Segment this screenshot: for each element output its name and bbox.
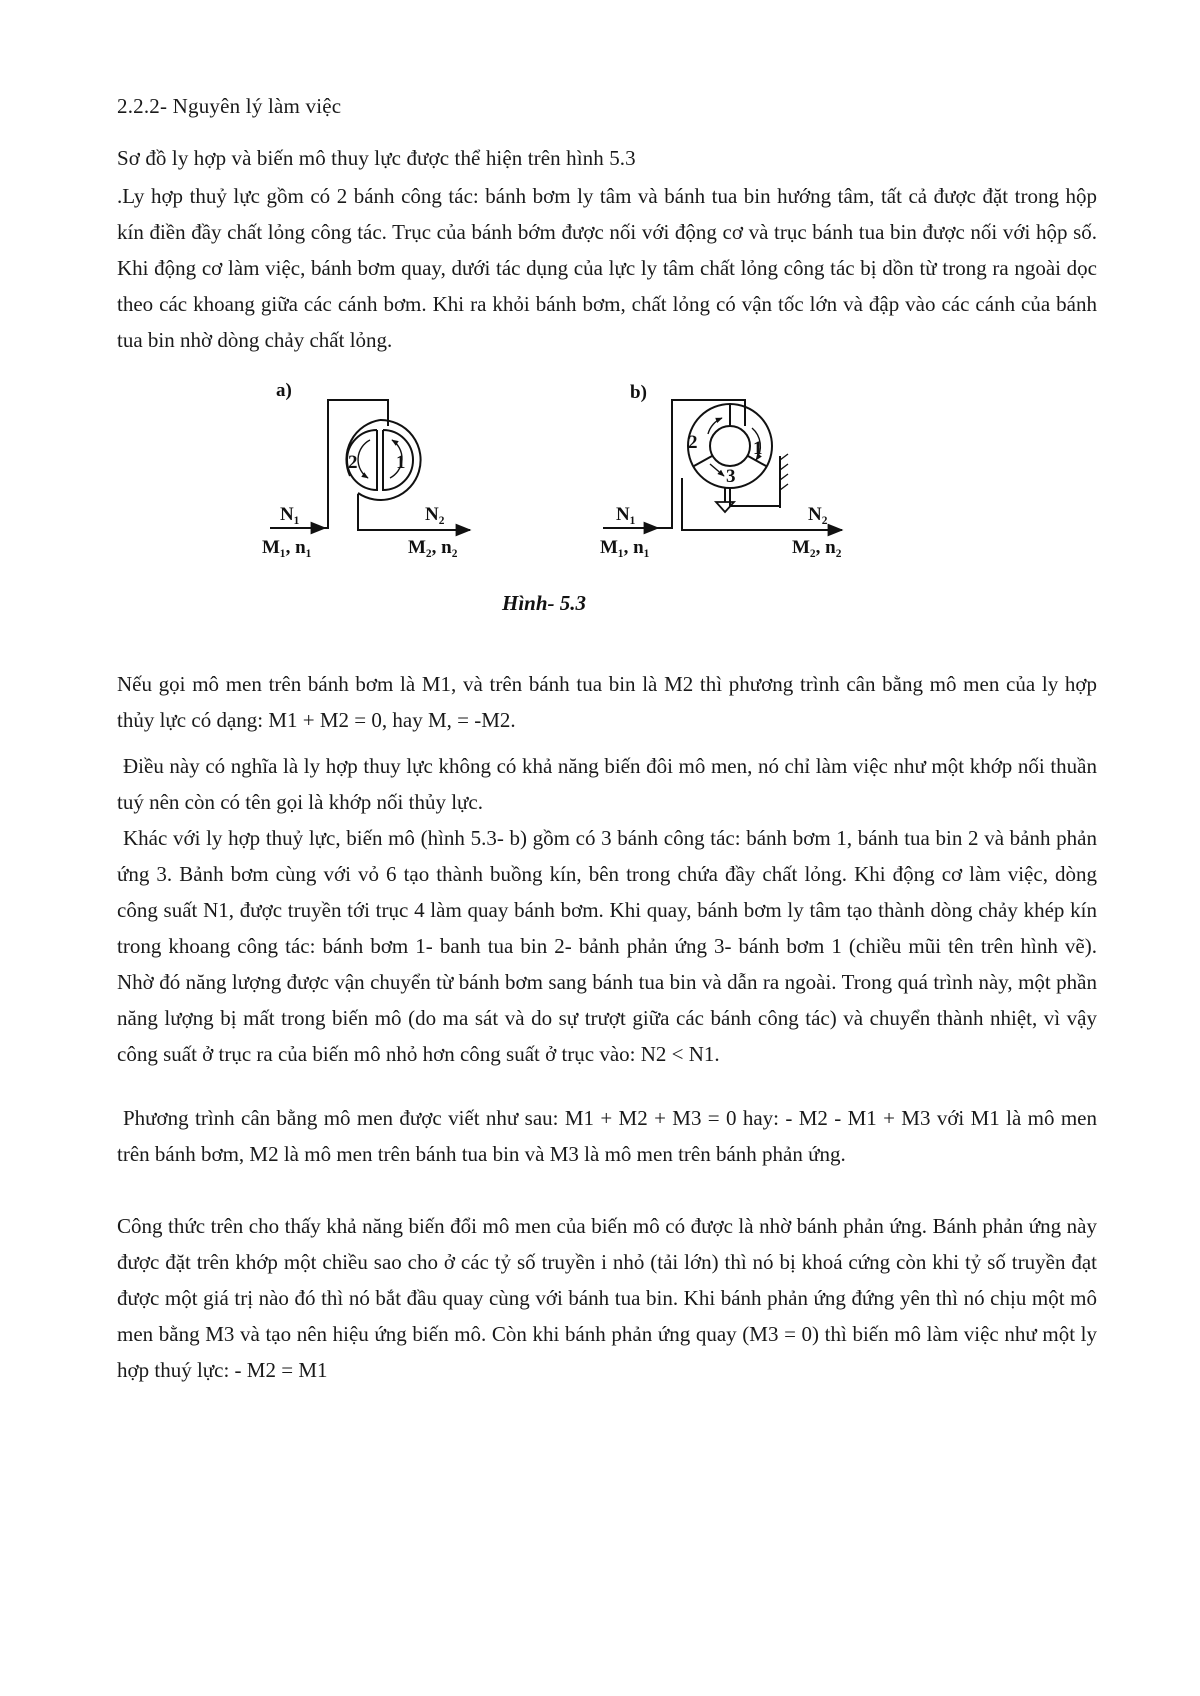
panel-b (600, 382, 842, 558)
panel-a-input-torque: M₁, n₁ (262, 537, 312, 558)
panel-b-input-torque: M₁, n₁ (600, 537, 650, 558)
figure-caption: Hình- 5.3 (502, 591, 587, 615)
paragraph-6: Công thức trên cho thấy khả năng biến đổi mô men của biến mô có được là nhờ bánh phản ứng. Bánh phản ứng này được đặt trên khớp một chiều sao cho ở các tỷ số truyền i nhỏ (tải lớn) thì nó bị khoá cứng còn khi tỷ số truyền đạt được một giá trị nào đó thì nó bắt đầu quay cùng với bánh tua bin. Khi bánh phản ứng đứng yên thì nó chịu một mô men bằng M3 và tạo nên hiệu ứng biến mô. Còn khi bánh phản ứng quay (M3 = 0) thì biến mô làm việc như một ly hợp thuý lực: - M2 = M1 (117, 1214, 1097, 1382)
paragraph-2: Nếu gọi mô men trên bánh bơm là M1, và trên bánh tua bin là M2 thì phương trình cân bằng mô men của ly hợp thủy lực có dạng: M1 + M2 = 0, hay M, = -M2. (117, 672, 1097, 732)
panel-a-wheel-1: 1 (396, 452, 406, 473)
section-heading: 2.2.2- Nguyên lý làm việc (117, 94, 342, 118)
panel-b-pump-housing (658, 400, 745, 528)
panel-a-output-power: N₂ (425, 504, 445, 525)
paragraph-1: .Ly hợp thuỷ lực gồm có 2 bánh công tác: bánh bơm ly tâm và bánh tua bin hướng tâm, tất cả được đặt trong hộp kín điền đầy chất lỏng công tác. Trục của bánh bớm được nối với động cơ và trục bánh tua bin được nối với hộp số. Khi động cơ làm việc, bánh bơm quay, dưới tác dụng của lực ly tâm chất lỏng công tác bị dồn từ trong ra ngoài dọc theo các khoang giữa các cánh bơm. Khi ra khỏi bánh bơm, chất lỏng có vận tốc lớn và đập vào các cánh của bánh tua bin nhờ dòng chảy chất lỏng. (117, 184, 1097, 352)
intro-line: Sơ đồ ly hợp và biến mô thuy lực được thể hiện trên hình 5.3 (117, 146, 636, 170)
panel-a-wheel-2: 2 (348, 452, 358, 473)
figure-5-3 (262, 380, 930, 678)
panel-b-wheel-2: 2 (688, 432, 698, 453)
panel-b-output-power: N₂ (808, 504, 828, 525)
panel-b-label: b) (630, 382, 647, 403)
panel-b-wheel-1: 1 (753, 438, 763, 459)
panel-b-output-torque: M₂, n₂ (792, 537, 842, 558)
panel-b-input-power: N₁ (616, 504, 636, 525)
panel-b-hub (710, 426, 750, 466)
paragraph-3: Điều này có nghĩa là ly hợp thuy lực không có khả năng biến đôi mô men, nó chỉ làm việc như một khớp nối thuần tuý nên còn có tên gọi là khớp nối thủy lực. (117, 754, 1097, 814)
panel-b-flow-arrow-bottom (710, 464, 724, 476)
panel-a-output-torque: M₂, n₂ (408, 537, 458, 558)
paragraph-5: Phương trình cân bằng mô men được viết như sau: M1 + M2 + M3 = 0 hay: - M2 - M1 + M3 với M1 là mô men trên bánh bơm, M2 là mô men trên bánh tua bin và M3 là mô men trên bánh phản ứng. (117, 1106, 1097, 1166)
panel-a (262, 380, 470, 558)
panel-a-label: a) (276, 380, 292, 401)
panel-a-input-power: N₁ (280, 504, 300, 525)
figure-diagram (262, 380, 930, 678)
panel-a-flow-arrow-left (358, 440, 370, 478)
panel-b-wheel-3: 3 (726, 466, 736, 487)
paragraph-4: Khác với ly hợp thuỷ lực, biến mô (hình 5.3- b) gồm có 3 bánh công tác: bánh bơm 1, bánh tua bin 2 và bảnh phản ứng 3. Bảnh bơm cùng với vỏ 6 tạo thành buồng kín, bên trong chứa đầy chất lỏng. Khi động cơ làm việc, dòng công suất N1, được truyền tới trục 4 làm quay bánh bơm. Khi quay, bánh bơm ly tâm tạo thành dòng chảy khép kín trong khoang công tác: bánh bơm 1- banh tua bin 2- bảnh phản ứng 3- bánh bơm 1 (chiều mũi tên trên hình vẽ). Nhờ đó năng lượng được vận chuyển từ bánh bơm sang bánh tua bin và dẫn ra ngoài. Trong quá trình này, một phần năng lượng bị mất trong biến mô (do ma sát và do sự trượt giữa các bánh công tác) và chuyển thành nhiệt, vì vậy công suất ở trục ra của biến mô nhỏ hơn công suất ở trục vào: N2 < N1. (117, 826, 1097, 1066)
